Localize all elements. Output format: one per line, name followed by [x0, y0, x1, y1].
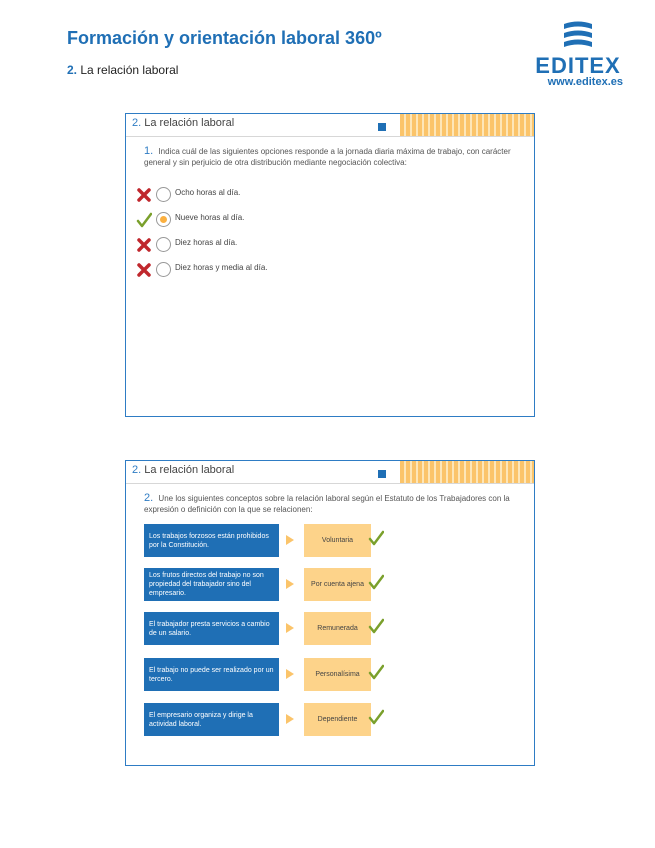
- option-label: Ocho horas al día.: [175, 188, 241, 197]
- slide-title-number: 2.: [132, 117, 142, 129]
- correct-icon: [368, 618, 384, 634]
- correct-icon: [136, 212, 152, 228]
- correct-icon: [368, 530, 384, 546]
- radio-button-selected[interactable]: [156, 212, 171, 227]
- question-number: 2.: [144, 492, 154, 504]
- slide-title: [132, 117, 234, 129]
- logo-wordmark: EDITEX: [535, 53, 621, 78]
- slide-title-text: La relación laboral: [144, 464, 235, 476]
- header-stripes-decoration: [400, 114, 534, 136]
- arrow-right-icon: [286, 669, 294, 679]
- answer-option[interactable]: [134, 211, 394, 229]
- question-2: [144, 493, 529, 515]
- incorrect-icon: [136, 187, 152, 203]
- section-heading: [67, 63, 178, 77]
- header-square-icon: [378, 470, 386, 478]
- slide-matching-question-2: [125, 460, 535, 766]
- question-text: Une los siguientes conceptos sobre la relación laboral según el Estatuto de los Trabajadores con la expresión o definición con la que se relacionen:: [144, 494, 510, 514]
- arrow-right-icon: [286, 714, 294, 724]
- header-stripes-decoration: [400, 461, 534, 483]
- matching-pair: [144, 524, 404, 557]
- answer-box[interactable]: Voluntaria: [304, 524, 371, 557]
- option-label: Diez horas y media al día.: [175, 263, 268, 272]
- slide-quiz-question-1: [125, 113, 535, 417]
- radio-button[interactable]: [156, 262, 171, 277]
- answer-box[interactable]: Personalísima: [304, 658, 371, 691]
- definition-box[interactable]: El empresario organiza y dirige la actividad laboral.: [144, 703, 279, 736]
- radio-button[interactable]: [156, 187, 171, 202]
- arrow-right-icon: [286, 623, 294, 633]
- slide-title-number: 2.: [132, 464, 142, 476]
- option-label: Diez horas al día.: [175, 238, 238, 247]
- slide-header: [126, 461, 534, 484]
- answer-option[interactable]: [134, 236, 394, 254]
- question-text: Indica cuál de las siguientes opciones responde a la jornada diaria máxima de trabajo, con carácter general y sin perjuicio de otra distribución mediante negociación colectiva:: [144, 147, 511, 167]
- question-number: 1.: [144, 145, 154, 157]
- matching-pair: [144, 703, 404, 736]
- incorrect-icon: [136, 237, 152, 253]
- header-square-icon: [378, 123, 386, 131]
- answer-option[interactable]: [134, 186, 394, 204]
- option-label: Nueve horas al día.: [175, 213, 245, 222]
- definition-box[interactable]: El trabajo no puede ser realizado por un tercero.: [144, 658, 279, 691]
- arrow-right-icon: [286, 579, 294, 589]
- book-stack-icon: [560, 20, 596, 54]
- slide-header: [126, 114, 534, 137]
- slide-title: [132, 464, 234, 476]
- matching-pair: [144, 568, 404, 601]
- answer-box[interactable]: Por cuenta ajena: [304, 568, 371, 601]
- definition-box[interactable]: Los frutos directos del trabajo no son propiedad del trabajador sino del empresario.: [144, 568, 279, 601]
- correct-icon: [368, 664, 384, 680]
- answer-box[interactable]: Remunerada: [304, 612, 371, 645]
- arrow-right-icon: [286, 535, 294, 545]
- correct-icon: [368, 574, 384, 590]
- matching-pair: [144, 612, 404, 645]
- matching-pair: [144, 658, 404, 691]
- section-title: La relación laboral: [80, 63, 179, 77]
- slide-title-text: La relación laboral: [144, 117, 235, 129]
- radio-button[interactable]: [156, 237, 171, 252]
- correct-icon: [368, 709, 384, 725]
- document-title: Formación y orientación laboral 360º: [67, 28, 382, 48]
- answer-box[interactable]: Dependiente: [304, 703, 371, 736]
- incorrect-icon: [136, 262, 152, 278]
- section-number: 2.: [67, 63, 78, 77]
- answer-option[interactable]: [134, 261, 394, 279]
- question-1: [144, 146, 524, 168]
- definition-box[interactable]: El trabajador presta servicios a cambio de un salario.: [144, 612, 279, 645]
- editex-logo: [533, 20, 623, 90]
- definition-box[interactable]: Los trabajos forzosos están prohibidos por la Constitución.: [144, 524, 279, 557]
- logo-url[interactable]: www.editex.es: [547, 76, 623, 88]
